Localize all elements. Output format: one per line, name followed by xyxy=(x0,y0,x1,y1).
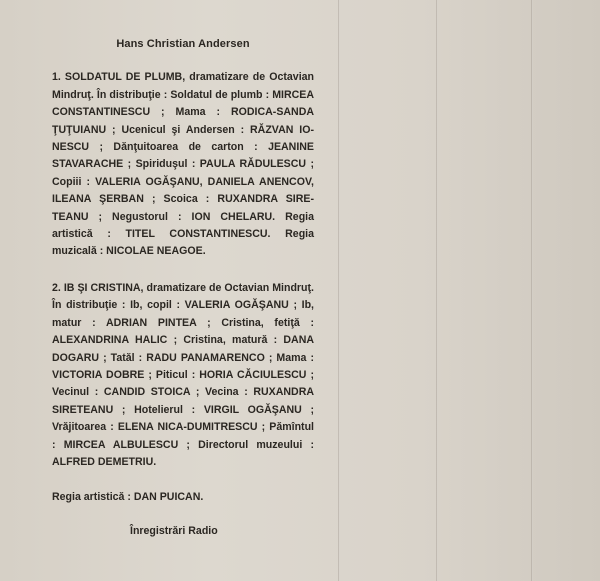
liner-notes xyxy=(52,36,314,540)
fold-line xyxy=(436,0,438,581)
play-credits-1: 1. SOLDATUL DE PLUMB, dramatizare de Octavian Mindruţ. În distribuţie : Soldatul de plumb : MIRCEA CONSTANTINESCU ; Mama : RODICA-SANDA ŢUŢUIANU ; Ucenicul şi Andersen : RĂZVAN IONESCU ; Dănţuitoarea de carton : JEANINE STAVARACHE ; Spiriduşul : PAULA RĂDULESCU ; Copiii : VALERIA OGĂŞANU, DANIELA ANENCOV, ILEANA ŞERBAN ; Scoica : RUXANDRA SIRETEANU ; Negustorul : ION CHELARU. Regia artistică : TITEL CONSTANTINESCU. Regia muzicală : NICOLAE NEAGOE. xyxy=(52,71,314,258)
play-credits-2: 2. IB ŞI CRISTINA, dramatizare de Octavian Mindruţ. În distribuţie : Ib, copil : VALERIA OGĂŞANU ; Ib, matur : ADRIAN PINTEA ; Cristina, fetiţă : ALEXANDRINA HALIC ; Cristina, matură : DANA DOGARU ; Tatăl : RADU PANAMARENCO ; Mama : VICTORIA DOBRE ; Piticul : HORIA CĂCIULESCU ; Vecinul : CANDID STOICA ; Vecina : RUXANDRA SIRETEANU ; Hotelierul : VIRGIL OGĂŞANU ; Vrăjitoarea : ELENA NICA-DUMITRESCU ; Pămîntul : MIRCEA ALBULESCU ; Directorul muzeului : ALFRED DEMETRIU. xyxy=(52,281,314,468)
fold-line xyxy=(338,0,340,581)
author-heading: Hans Christian Andersen xyxy=(116,38,250,50)
recording-credit: Înregistrări Radio xyxy=(130,524,218,537)
artistic-direction: Regia artistică : DAN PUICAN. xyxy=(52,491,204,504)
fold-line xyxy=(531,0,533,581)
